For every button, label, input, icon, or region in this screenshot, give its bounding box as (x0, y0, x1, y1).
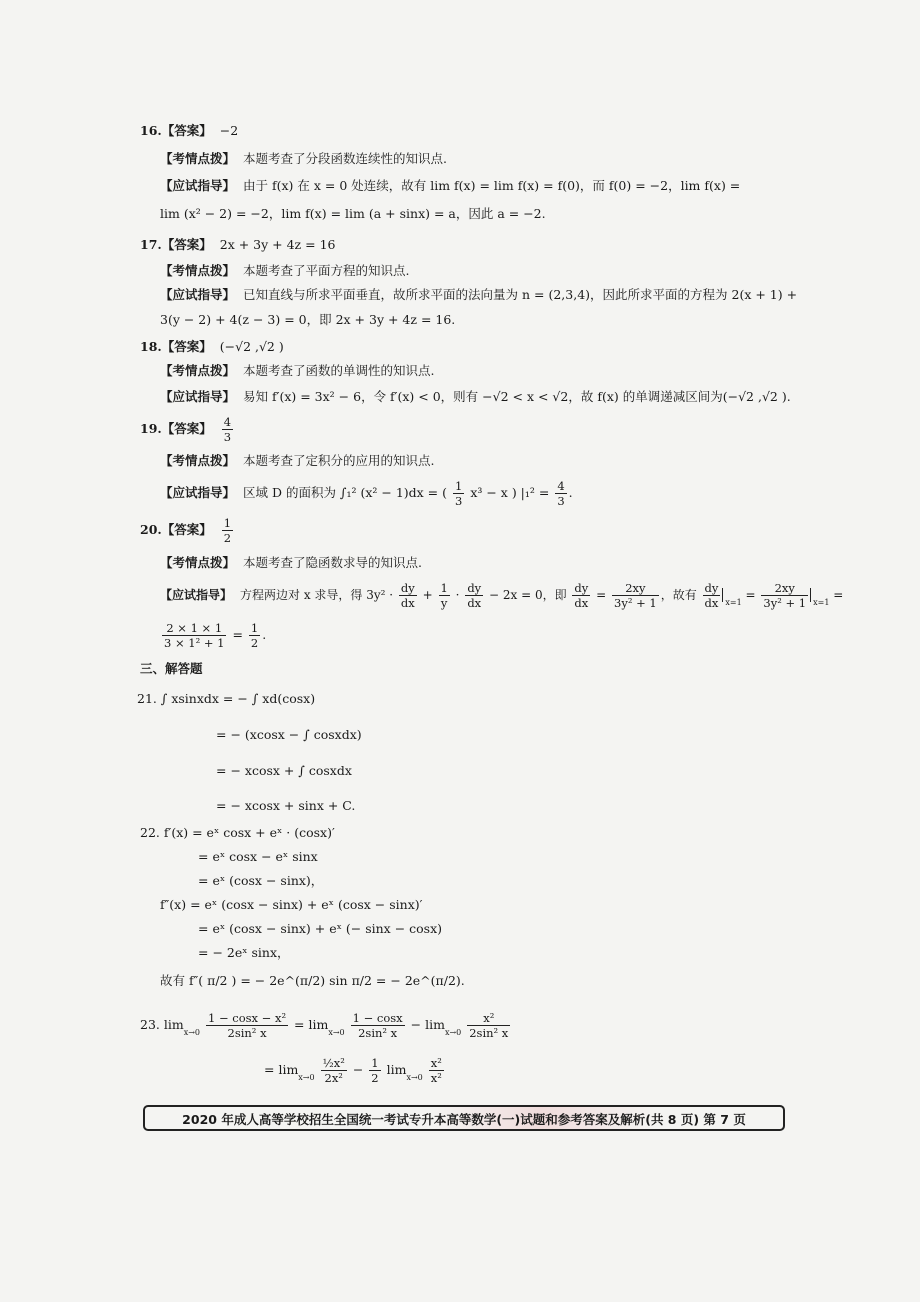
q20-dy-2: dy (467, 581, 482, 595)
q23-l1-eq: = lim (294, 1017, 329, 1032)
q20-l2-num: 2 × 1 × 1 (162, 621, 226, 636)
q23-l1-sub: x→0 (183, 1028, 201, 1037)
q20-l2-result (249, 621, 260, 650)
q19-guide-res-den: 3 (557, 494, 565, 508)
q22-line-7: 故有 f″( π/2 ) = − 2e^(π/2) sin π/2 = − 2e^(π/2). (160, 973, 465, 988)
q20-dydx-3 (572, 581, 590, 610)
q19-answer-num: 4 (223, 415, 232, 429)
q22-line-4: f″(x) = eˣ (cosx − sinx) + eˣ (cosx − sinx)′ (160, 897, 423, 912)
q16-point (160, 150, 447, 168)
q22-line-5: = eˣ (cosx − sinx) + eˣ (− sinx − cosx) (198, 921, 443, 936)
q20-dx-1: dx (400, 596, 415, 610)
q20-point (160, 554, 422, 572)
q19-guide-frac1-den: 3 (455, 494, 463, 508)
q17-guide-line1 (160, 286, 797, 304)
q23-l2-minus: − (352, 1062, 364, 1077)
q23-l2-sub-2: x→0 (406, 1073, 423, 1082)
q20-eval-bar-2 (810, 588, 830, 607)
q21-line-4: = − xcosx + sinx + C. (216, 798, 356, 813)
q16-guide-line1 (160, 177, 740, 195)
q17-guide-tag: 【应试指导】 (160, 287, 236, 302)
q20-y: y (440, 596, 448, 610)
q17-answer-value: 2x + 3y + 4z = 16 (219, 237, 336, 252)
q23-l1-frac-3 (467, 1011, 510, 1040)
q23-l2-f1-den: 2x² (324, 1071, 343, 1085)
q20-eq-2: = (745, 588, 756, 602)
q20-at-x1-2: x=1 (813, 598, 830, 607)
q20-dot: · (455, 588, 460, 602)
q23-l2-half (369, 1056, 380, 1085)
q20-one: 1 (440, 581, 448, 595)
q20-dy-4: dy (704, 581, 719, 595)
q20-dy-3: dy (574, 581, 589, 595)
q23-line-2 (264, 1050, 446, 1098)
q20-dx-4: dx (704, 596, 719, 610)
q17-answer-tag: 17.【答案】 (140, 237, 212, 252)
q16-guide-tag: 【应试指导】 (160, 178, 236, 193)
q23-l1-f1-num: 1 − cosx − x² (208, 1011, 287, 1025)
q16-answer (140, 122, 238, 140)
q23-l1-minus: − lim (410, 1017, 445, 1032)
q17-guide-line2: 3(y − 2) + 4(z − 3) = 0，即 2x + 3y + 4z = 16. (160, 312, 456, 327)
q23-l1-f1-den: 2sin² x (227, 1026, 267, 1040)
q16-guide-line2: lim (x² − 2) = −2，lim f(x) = lim (a + sinx) = a，因此 a = −2. (160, 206, 546, 221)
q18-point (160, 362, 435, 380)
q21-line-1: 21. ∫ xsinxdx = − ∫ xd(cosx) (137, 691, 316, 706)
q23-l1-f3-num: x² (467, 1011, 510, 1026)
q16-answer-value: −2 (219, 123, 239, 138)
q20-hence: ，故有 (660, 588, 697, 602)
q23-l1-f2-num: 1 − cosx (352, 1011, 403, 1025)
q20-l2-den: 3 × 1² + 1 (164, 636, 225, 650)
q20-2xy-den-2: 3y² + 1 (763, 596, 807, 610)
q20-point-text: 本题考查了隐函数求导的知识点. (243, 555, 422, 570)
q19-answer-tag: 19.【答案】 (140, 421, 212, 436)
q17-point-tag: 【考情点拨】 (160, 263, 236, 278)
q18-answer (140, 338, 284, 356)
q20-one-over-y (439, 581, 450, 610)
q20-eval-bar-1 (722, 588, 742, 607)
q20-dydx-1 (399, 581, 417, 610)
q20-eq-1: = (596, 588, 607, 602)
q23-l2-half-den: 2 (371, 1071, 379, 1085)
q23-line-1 (140, 1008, 512, 1050)
q20-guide-tag: 【应试指导】 (160, 588, 233, 602)
q21-line-2: = − (xcosx − ∫ cosxdx) (216, 727, 362, 742)
q23-l1-prefix: 23. lim (140, 1017, 184, 1032)
q20-tail: = (833, 588, 844, 602)
q19-guide-text-b: x³ − x ) |₁² = (470, 485, 550, 500)
q18-answer-value: (−√2 ,√2 ) (219, 339, 284, 354)
q20-dx-2: dx (467, 596, 482, 610)
q20-answer (140, 515, 235, 545)
q23-l2-frac-2 (429, 1056, 444, 1085)
q20-answer-den: 2 (223, 531, 232, 545)
q17-point-text: 本题考查了平面方程的知识点. (243, 263, 410, 278)
q21-line-3: = − xcosx + ∫ cosxdx (216, 763, 352, 778)
q19-guide-res-num: 4 (557, 479, 565, 493)
page-footer: 2020 年成人高等学校招生全国统一考试专升本高等数学(一)试题和参考答案及解析(共 8 页) 第 7 页 (143, 1105, 785, 1131)
q20-answer-fraction (222, 516, 233, 545)
q17-point (160, 262, 410, 280)
q18-guide (160, 388, 791, 406)
q20-2xy-num-2: 2xy (761, 581, 808, 596)
q19-guide-fraction-1 (453, 479, 464, 508)
q19-point-text: 本题考查了定积分的应用的知识点. (243, 453, 435, 468)
q20-2xy-frac-1 (612, 581, 659, 610)
q23-l1-frac-2 (351, 1011, 405, 1040)
q23-l2-f2-num: x² (430, 1056, 442, 1070)
q19-guide: 【应试指导】 区域 D 的面积为 ∫₁² (x² − 1)dx = ( $\frac{1}{3}$ x³ − x ) |₁² = $\frac{4}{3}$ . (160, 479, 573, 508)
q20-l2-res-den: 2 (250, 636, 259, 650)
q22-line-6: = − 2eˣ sinx， (198, 945, 290, 960)
q18-guide-tag: 【应试指导】 (160, 389, 236, 404)
q20-dydx-2 (465, 581, 483, 610)
q23-l2-half-num: 1 (371, 1056, 379, 1070)
q18-point-text: 本题考查了函数的单调性的知识点. (243, 363, 435, 378)
q20-plus: + (422, 588, 433, 602)
q19-point-tag: 【考情点拨】 (160, 453, 236, 468)
q17-answer (140, 236, 335, 254)
q23-l2-frac-1 (321, 1056, 347, 1085)
q20-dydx-4 (703, 581, 721, 610)
q16-answer-tag: 16.【答案】 (140, 123, 212, 138)
q20-guide-text-a: 方程两边对 x 求导，得 3y² · (240, 588, 394, 602)
q20-2xy-frac-2 (761, 581, 808, 610)
q19-answer-den: 3 (223, 430, 232, 444)
q22-line-1: 22. f′(x) = eˣ cosx + eˣ · (cosx)′ (140, 825, 335, 840)
q23-l1-f2-den: 2sin² x (358, 1026, 398, 1040)
q23-l1-sub-3: x→0 (444, 1028, 462, 1037)
q22-line-3: = eˣ (cosx − sinx)， (198, 873, 324, 888)
q20-l2-res-num: 1 (250, 621, 259, 635)
q20-2xy-num-1: 2xy (612, 581, 659, 596)
q16-point-tag: 【考情点拨】 (160, 151, 236, 166)
q18-answer-tag: 18.【答案】 (140, 339, 212, 354)
q20-minus-2x: − 2x = 0，即 (489, 588, 567, 602)
q20-l2-fraction (162, 621, 226, 650)
q19-point (160, 452, 435, 470)
q16-point-text: 本题考查了分段函数连续性的知识点. (243, 151, 447, 166)
q23-l2-f1-num: ½x² (322, 1056, 345, 1070)
q20-guide-line1 (160, 580, 843, 618)
q20-2xy-den-1: 3y² + 1 (614, 596, 657, 610)
q17-guide-text1: 已知直线与所求平面垂直，故所求平面的法向量为 n = (2,3,4)，因此所求平面的方程为 2(x + 1) + (243, 287, 798, 302)
q20-point-tag: 【考情点拨】 (160, 555, 236, 570)
q19-guide-frac1-num: 1 (455, 479, 463, 493)
q18-guide-text: 易知 f′(x) = 3x² − 6，令 f′(x) < 0，则有 −√2 < x < √2，故 f(x) 的单调递减区间为(−√2 ,√2 ). (243, 389, 791, 404)
q20-dx-3: dx (574, 596, 589, 610)
q20-at-x1-1: x=1 (725, 598, 742, 607)
q23-l2-f2-den: x² (430, 1071, 442, 1085)
section-3-title: 三、解答题 (140, 661, 203, 676)
q20-l2-eq: = (232, 627, 243, 642)
q19-guide-result-fraction (555, 479, 566, 508)
q23-l2-lim: lim (386, 1062, 407, 1077)
q23-l1-frac-1 (206, 1011, 288, 1040)
q22-line-2: = eˣ cosx − eˣ sinx (198, 849, 318, 864)
q16-guide-text1: 由于 f(x) 在 x = 0 处连续，故有 lim f(x) = lim f(x) = f(0)，而 f(0) = −2，lim f(x) = (243, 178, 741, 193)
q23-l2-sub: x→0 (298, 1073, 315, 1082)
q20-dy-1: dy (400, 581, 415, 595)
q19-answer (140, 414, 235, 444)
q23-l1-f3-den: 2sin² x (469, 1026, 509, 1040)
q20-guide-line2 (160, 620, 266, 650)
q19-guide-text-a: 区域 D 的面积为 ∫₁² (x² − 1)dx = ( (243, 485, 448, 500)
q20-l2-end: . (262, 627, 267, 642)
q19-guide-tag: 【应试指导】 (160, 485, 236, 500)
q23-l2-eq: = lim (264, 1062, 299, 1077)
q19-answer-fraction (222, 415, 233, 444)
q20-answer-tag: 20.【答案】 (140, 522, 212, 537)
q23-l1-sub-2: x→0 (328, 1028, 345, 1037)
q20-answer-num: 1 (223, 516, 232, 530)
q18-point-tag: 【考情点拨】 (160, 363, 236, 378)
